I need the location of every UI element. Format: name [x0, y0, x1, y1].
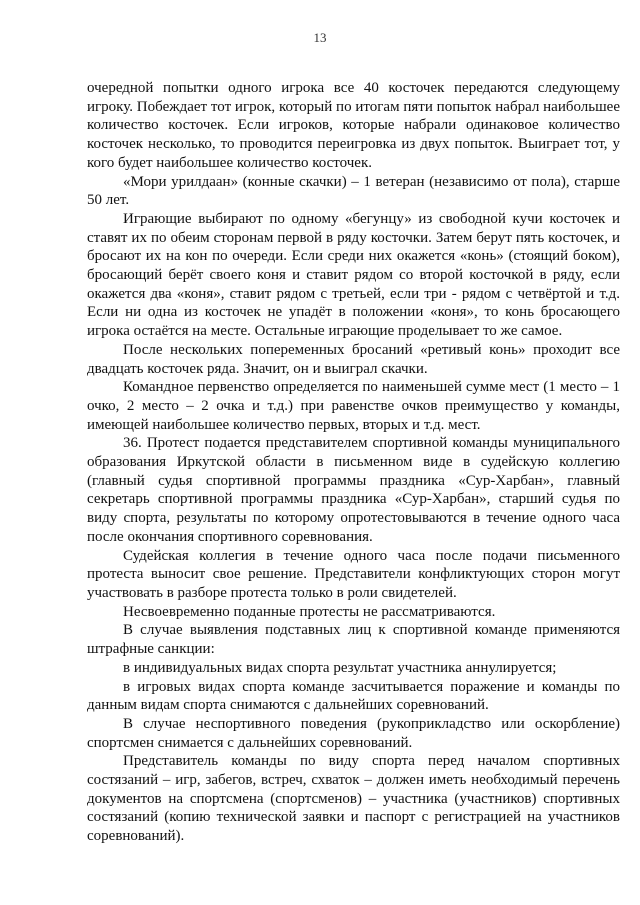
paragraph: В случае выявления подставных лиц к спортивной команде применяются штрафные санкции: — [87, 622, 620, 658]
paragraph: В случае неспортивного поведения (рукоприкладство или оскорбление) спортсмен снимается с дальнейших соревнований. — [87, 715, 620, 751]
paragraph: Судейская коллегия в течение одного часа после подачи письменного протеста выносит свое решение. Представители конфликтующих сторон могут участвовать в разборе протеста только в роли свидетелей. — [87, 547, 620, 601]
paragraph: 36. Протест подается представителем спортивной команды муниципального образования Иркутской области в письменном виде в судейскую коллегию (главный судья спортивной программы праздника «Сур-Харбан», главный секретарь спортивной программы праздника «Сур-Харбан», старший судья по виду спорта, результаты по которому опротестовываются в течение одного часа после окончания спортивного соревнования. — [87, 435, 620, 545]
paragraph: Несвоевременно поданные протесты не рассматриваются. — [123, 603, 496, 620]
paragraph: Командное первенство определяется по наименьшей сумме мест (1 место – 1 очко, 2 место – 2 очка и т.д.) при равенстве очков преимущество у команды, имеющей наибольшее количество первых, вторых и т.д. мест. — [87, 379, 620, 433]
paragraph: в игровых видах спорта команде засчитывается поражение и команды по данным видам спорта снимаются с дальнейших соревнований. — [87, 678, 620, 714]
paragraph: в индивидуальных видах спорта результат участника аннулируется; — [123, 659, 557, 676]
paragraph: очередной попытки одного игрока все 40 косточек передаются следующему игроку. Побеждает тот игрок, который по итогам пяти попыток набрал наибольшее количество косточек. Если игроков, которые набрали одинаковое количество косточек несколько, то проводится переигровка из двух попыток. Выиграет тот, у кого будет наибольшее количество косточек. — [87, 80, 620, 171]
paragraph: Представитель команды по виду спорта перед началом спортивных состязаний – игр, забегов, встреч, схваток – должен иметь необходимый перечень документов на спортсмена (спортсменов) – участника (участников) спортивных состязаний (копию технической заявки и паспорт с регистрацией на участников соревнований). — [87, 753, 620, 845]
paragraph: «Мори урилдаан» (конные скачки) – 1 ветеран (независимо от пола), старше 50 лет. — [87, 173, 620, 209]
paragraph: Играющие выбирают по одному «бегунцу» из свободной кучи косточек и ставят их по обеим сторонам первой в ряду косточки. Затем берут пять косточек, и бросают их на кон по очереди. Если среди них окажется «конь» (стоящий боком), бросающий берёт своего коня и ставит рядом со второй косточкой в ряду, если окажется два «коня», ставит рядом с третьей, если три - рядом с четвёртой и т.д. Если ни одна из косточек не упадёт в положении «коня», то конь бросающего игрока остаётся на месте. Остальные играющие проделывает то же самое. — [87, 210, 620, 340]
document-body — [87, 79, 620, 846]
paragraph: После нескольких попеременных бросаний «ретивый конь» проходит все двадцать косточек ряда. Значит, он и выиграл скачки. — [87, 341, 620, 377]
page-number: 13 — [313, 30, 327, 45]
